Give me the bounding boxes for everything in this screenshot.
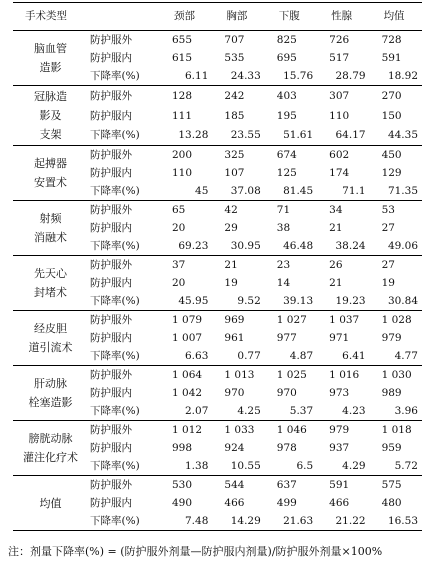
indicator-label: 防护服内 — [90, 109, 132, 122]
surgery-type-line: 膀胱动脉 — [28, 432, 73, 445]
dose-cell: 1 042 — [172, 387, 203, 399]
dose-cell: 174 — [329, 167, 350, 179]
rate-cell: 14.29 — [230, 515, 261, 527]
dose-cell: 20 — [172, 277, 186, 289]
surgery-type-line: 先天心 — [34, 267, 67, 280]
dose-cell: 615 — [172, 52, 193, 64]
dose-cell: 200 — [172, 149, 193, 161]
surgery-type-line: 安置术 — [34, 176, 67, 189]
indicator-label: 防护服内 — [90, 332, 132, 344]
dose-cell: 185 — [224, 109, 245, 122]
rate-cell: 6.11 — [185, 70, 209, 82]
dose-cell: 21 — [224, 259, 238, 271]
dose-cell: 969 — [224, 314, 245, 326]
indicator-label: 防护服外 — [90, 89, 132, 102]
rate-cell: 4.29 — [342, 460, 366, 472]
dose-cell: 27 — [381, 222, 395, 234]
dose-cell: 674 — [276, 149, 297, 161]
rate-cell: 81.45 — [283, 185, 314, 197]
dose-cell: 937 — [329, 442, 350, 454]
dose-cell: 23 — [276, 259, 291, 271]
dose-cell: 973 — [329, 387, 350, 399]
rate-cell: 28.79 — [335, 70, 366, 82]
dose-cell: 728 — [381, 34, 402, 46]
dose-cell: 125 — [276, 167, 297, 179]
rate-cell: 0.77 — [237, 350, 261, 362]
surgery-type-cell — [13, 201, 88, 256]
table-row — [13, 366, 422, 385]
indicator-label: 下降率(%) — [90, 240, 140, 252]
rate-cell: 7.48 — [185, 515, 209, 527]
rate-cell: 13.28 — [178, 129, 209, 142]
dose-cell: 544 — [224, 479, 245, 491]
indicator-label: 防护服外 — [90, 314, 132, 326]
rate-cell: 45.95 — [178, 295, 209, 307]
dose-cell: 129 — [381, 167, 402, 179]
rate-cell: 49.06 — [387, 240, 418, 252]
surgery-type-cell — [13, 31, 88, 86]
dose-cell: 466 — [329, 497, 350, 509]
rate-cell: 10.55 — [230, 460, 261, 472]
rate-cell: 4.77 — [394, 350, 418, 362]
dose-cell: 825 — [276, 34, 297, 46]
rate-cell: 44.35 — [387, 129, 418, 142]
rate-cell: 64.17 — [335, 129, 366, 142]
indicator-label: 防护服外 — [90, 259, 132, 271]
rate-cell: 2.07 — [185, 405, 209, 417]
dose-cell: 961 — [224, 332, 245, 344]
dose-cell: 989 — [381, 387, 402, 399]
rate-cell: 21.63 — [283, 515, 314, 527]
dose-cell: 602 — [329, 149, 350, 161]
dose-cell: 403 — [276, 89, 297, 102]
dose-cell: 27 — [381, 259, 395, 271]
dose-cell: 490 — [172, 497, 193, 509]
dose-cell: 1 018 — [381, 424, 412, 436]
dose-cell: 695 — [276, 52, 297, 64]
dose-cell: 1 033 — [224, 424, 255, 436]
rate-cell: 5.37 — [289, 405, 314, 417]
dose-cell: 1 025 — [276, 369, 307, 381]
dose-cell: 637 — [276, 479, 297, 491]
dose-cell: 26 — [329, 259, 343, 271]
surgery-type-line: 消融术 — [34, 231, 67, 244]
dose-cell: 1 030 — [381, 369, 412, 381]
rate-cell: 71.1 — [342, 185, 366, 197]
surgery-type-line: 封堵术 — [34, 286, 67, 299]
surgery-type-cell — [13, 146, 88, 201]
indicator-label: 下降率(%) — [90, 70, 140, 82]
surgery-type-cell — [13, 86, 88, 146]
dose-cell: 970 — [276, 387, 297, 399]
header-surgery-type: 手术类型 — [25, 10, 67, 22]
indicator-label: 防护服内 — [90, 52, 132, 64]
table-body — [13, 31, 422, 531]
rate-cell: 39.13 — [283, 295, 314, 307]
indicator-label: 防护服外 — [90, 34, 132, 46]
dose-cell: 1 028 — [381, 314, 412, 326]
dose-cell: 979 — [381, 332, 402, 344]
surgery-type-line: 道引流术 — [28, 341, 73, 354]
indicator-label: 防护服内 — [90, 167, 132, 179]
dose-cell: 979 — [329, 424, 350, 436]
rate-cell: 9.52 — [237, 295, 261, 307]
table-row — [13, 421, 422, 440]
indicator-label: 防护服外 — [90, 369, 132, 381]
table-row — [13, 201, 422, 220]
table-row — [13, 31, 422, 50]
rate-cell: 15.76 — [283, 70, 314, 82]
dose-cell: 466 — [224, 497, 245, 509]
dose-cell: 998 — [172, 442, 193, 454]
dose-cell: 307 — [329, 89, 350, 102]
table-row — [13, 146, 422, 165]
surgery-type-line: 肝动脉 — [34, 377, 67, 390]
rate-cell: 46.48 — [283, 240, 314, 252]
dose-cell: 1 016 — [329, 369, 360, 381]
dose-cell: 726 — [329, 34, 350, 46]
surgery-type-line: 影及 — [39, 109, 62, 122]
dose-cell: 150 — [381, 109, 402, 122]
dose-cell: 1 079 — [172, 314, 203, 326]
indicator-label: 防护服内 — [90, 277, 132, 289]
dose-cell: 42 — [224, 204, 238, 216]
dose-cell: 450 — [381, 149, 402, 161]
indicator-label: 下降率(%) — [90, 350, 140, 362]
dose-cell: 591 — [381, 52, 402, 64]
rate-cell: 5.72 — [394, 460, 418, 472]
dose-table — [13, 2, 422, 531]
dose-cell: 530 — [172, 479, 193, 491]
rate-cell: 24.33 — [230, 70, 261, 82]
rate-cell: 6.63 — [185, 350, 209, 362]
indicator-label: 下降率(%) — [90, 185, 140, 197]
dose-cell: 655 — [172, 34, 193, 46]
dose-cell: 1 046 — [276, 424, 307, 436]
rate-cell: 1.38 — [185, 460, 209, 472]
surgery-type-line: 均值 — [39, 496, 62, 510]
header-chest: 胸部 — [226, 10, 248, 22]
rate-cell: 45 — [195, 185, 209, 197]
dose-cell: 1 037 — [329, 314, 360, 326]
dose-cell: 591 — [329, 479, 350, 491]
rate-cell: 30.95 — [230, 240, 261, 252]
dose-cell: 517 — [329, 52, 350, 64]
indicator-label: 下降率(%) — [90, 460, 140, 472]
dose-cell: 107 — [224, 167, 245, 179]
dose-cell: 707 — [224, 34, 245, 46]
dose-cell: 71 — [276, 204, 291, 216]
dose-cell: 924 — [224, 442, 245, 454]
rate-cell: 30.84 — [387, 295, 418, 307]
dose-cell: 977 — [276, 332, 297, 344]
indicator-label: 防护服外 — [90, 424, 132, 436]
header-neck: 颈部 — [174, 10, 195, 22]
dose-cell: 242 — [224, 89, 245, 102]
table-row — [13, 476, 422, 495]
indicator-label: 下降率(%) — [90, 515, 140, 527]
dose-cell: 270 — [381, 89, 402, 102]
rate-cell: 71.35 — [387, 185, 418, 197]
surgery-type-line: 灌注化疗术 — [23, 451, 78, 464]
dose-cell: 1 013 — [224, 369, 255, 381]
indicator-label: 防护服内 — [90, 387, 132, 399]
table-row — [13, 86, 422, 106]
header-gonad: 性腺 — [331, 10, 353, 22]
header-lower-abdomen: 下腹 — [278, 10, 300, 22]
rate-cell: 21.22 — [335, 515, 366, 527]
surgery-type-cell — [13, 311, 88, 366]
surgery-type-line: 冠脉造 — [34, 90, 67, 103]
dose-cell: 971 — [329, 332, 350, 344]
dose-cell: 499 — [276, 497, 297, 509]
dose-cell: 480 — [381, 497, 402, 509]
indicator-label: 防护服内 — [90, 442, 132, 454]
dose-cell: 325 — [224, 149, 245, 161]
surgery-type-line: 脑血管 — [34, 42, 67, 55]
dose-cell: 65 — [172, 204, 186, 216]
rate-cell: 16.53 — [387, 515, 418, 527]
surgery-type-line: 支架 — [39, 128, 62, 141]
dose-cell: 959 — [381, 442, 402, 454]
dose-cell: 128 — [172, 89, 193, 102]
dose-cell: 110 — [172, 167, 193, 179]
rate-cell: 6.5 — [296, 460, 314, 472]
dose-cell: 34 — [329, 204, 343, 216]
surgery-type-line: 造影 — [39, 61, 62, 74]
dose-cell: 21 — [329, 277, 343, 289]
indicator-label: 下降率(%) — [90, 129, 140, 142]
surgery-type-cell — [13, 421, 88, 476]
surgery-type-cell — [13, 366, 88, 421]
rate-cell: 38.24 — [335, 240, 366, 252]
indicator-label: 防护服外 — [90, 149, 132, 161]
surgery-type-line: 起搏器 — [34, 157, 67, 170]
rate-cell: 4.23 — [342, 405, 366, 417]
dose-cell: 29 — [224, 222, 238, 234]
table-header-row — [13, 3, 422, 31]
rate-cell: 37.08 — [230, 185, 261, 197]
indicator-label: 下降率(%) — [90, 295, 140, 307]
rate-cell: 4.87 — [289, 350, 314, 362]
surgery-type-cell — [13, 476, 88, 531]
rate-cell: 51.61 — [283, 129, 314, 142]
dose-cell: 978 — [276, 442, 297, 454]
surgery-type-cell — [13, 256, 88, 311]
dose-cell: 19 — [381, 277, 395, 289]
rate-cell: 23.55 — [230, 129, 261, 142]
dose-cell: 1 007 — [172, 332, 203, 344]
dose-cell: 38 — [276, 222, 291, 234]
dose-cell: 195 — [276, 109, 297, 122]
header-indicator — [88, 3, 160, 31]
table-row — [13, 311, 422, 330]
dose-cell: 110 — [329, 109, 350, 122]
indicator-label: 防护服外 — [90, 204, 132, 216]
dose-cell: 19 — [224, 277, 238, 289]
footnote: 注：剂量下降率(%) = (防护服外剂量—防护服内剂量)/防护服外剂量×100% — [8, 545, 383, 558]
rate-cell: 69.23 — [178, 240, 209, 252]
indicator-label: 防护服外 — [90, 479, 132, 491]
dose-cell: 575 — [381, 479, 402, 491]
rate-cell: 3.96 — [394, 405, 418, 417]
surgery-type-line: 射频 — [39, 212, 62, 225]
rate-cell: 4.25 — [237, 405, 261, 417]
indicator-label: 下降率(%) — [90, 405, 140, 417]
rate-cell: 6.41 — [342, 350, 366, 362]
dose-cell: 1 012 — [172, 424, 203, 436]
rate-cell: 18.92 — [387, 70, 418, 82]
dose-cell: 1 064 — [172, 369, 203, 381]
header-mean: 均值 — [383, 10, 405, 22]
surgery-type-line: 栓塞造影 — [28, 396, 73, 409]
indicator-label: 防护服内 — [90, 497, 132, 509]
dose-cell: 970 — [224, 387, 245, 399]
surgery-type-line: 经皮胆 — [34, 322, 67, 335]
dose-cell: 535 — [224, 52, 245, 64]
dose-cell: 1 027 — [276, 314, 307, 326]
dose-cell: 14 — [276, 277, 291, 289]
dose-cell: 53 — [381, 204, 395, 216]
dose-cell: 37 — [172, 259, 186, 271]
dose-cell: 21 — [329, 222, 343, 234]
dose-cell: 111 — [172, 109, 193, 122]
indicator-label: 防护服内 — [90, 222, 132, 234]
dose-cell: 20 — [172, 222, 186, 234]
table-row — [13, 256, 422, 275]
rate-cell: 19.23 — [335, 295, 366, 307]
